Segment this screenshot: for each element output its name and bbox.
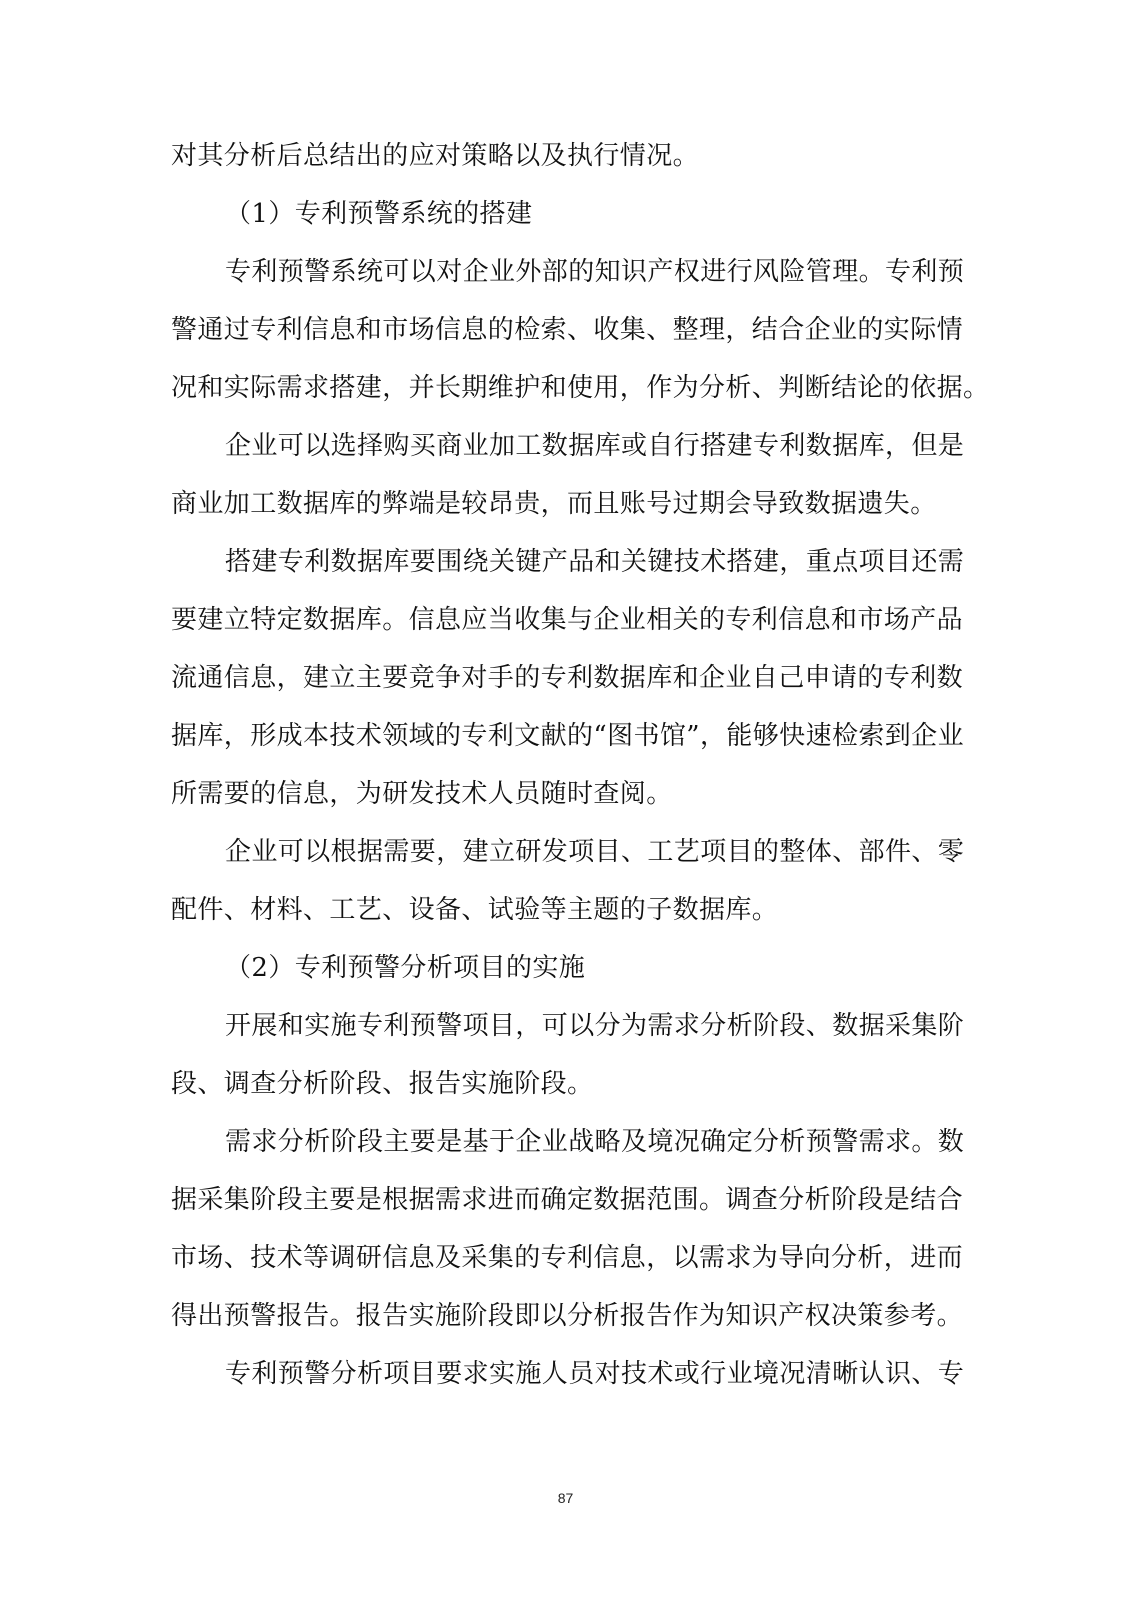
paragraph-line: 配件、材料、工艺、设备、试验等主题的子数据库。	[171, 895, 779, 925]
paragraph-line: 据采集阶段主要是根据需求进而确定数据范围。调查分析阶段是结合	[171, 1185, 964, 1215]
paragraph-line: 对其分析后总结出的应对策略以及执行情况。	[171, 141, 700, 171]
paragraph-line: 警通过专利信息和市场信息的检索、收集、整理，结合企业的实际情	[171, 315, 964, 345]
paragraph-line: 企业可以选择购买商业加工数据库或自行搭建专利数据库，但是	[225, 431, 965, 461]
paragraph-line: 据库，形成本技术领域的专利文献的“图书馆”，能够快速检索到企业	[171, 721, 964, 751]
paragraph-line: 况和实际需求搭建，并长期维护和使用，作为分析、判断结论的依据。	[171, 373, 990, 403]
paragraph-line: 段、调查分析阶段、报告实施阶段。	[171, 1069, 594, 1099]
paragraph-line: 专利预警分析项目要求实施人员对技术或行业境况清晰认识、专	[225, 1359, 965, 1389]
paragraph-line: 商业加工数据库的弊端是较昂贵，而且账号过期会导致数据遗失。	[171, 489, 937, 519]
paragraph-line: 得出预警报告。报告实施阶段即以分析报告作为知识产权决策参考。	[171, 1301, 964, 1331]
section-heading: （2）专利预警分析项目的实施	[225, 953, 586, 983]
paragraph-line: 要建立特定数据库。信息应当收集与企业相关的专利信息和市场产品	[171, 605, 964, 635]
paragraph-line: 市场、技术等调研信息及采集的专利信息，以需求为导向分析，进而	[171, 1243, 964, 1273]
paragraph-line: 开展和实施专利预警项目，可以分为需求分析阶段、数据采集阶	[225, 1011, 965, 1041]
paragraph-line: 需求分析阶段主要是基于企业战略及境况确定分析预警需求。数	[225, 1127, 965, 1157]
section-heading: （1）专利预警系统的搭建	[225, 199, 533, 229]
paragraph-line: 企业可以根据需要，建立研发项目、工艺项目的整体、部件、零	[225, 837, 965, 867]
paragraph-line: 流通信息，建立主要竞争对手的专利数据库和企业自己申请的专利数	[171, 663, 964, 693]
paragraph-line: 所需要的信息，为研发技术人员随时查阅。	[171, 779, 673, 809]
paragraph-line: 搭建专利数据库要围绕关键产品和关键技术搭建，重点项目还需	[225, 547, 965, 577]
paragraph-line: 专利预警系统可以对企业外部的知识产权进行风险管理。专利预	[225, 257, 965, 287]
page-number: 87	[557, 1490, 574, 1506]
